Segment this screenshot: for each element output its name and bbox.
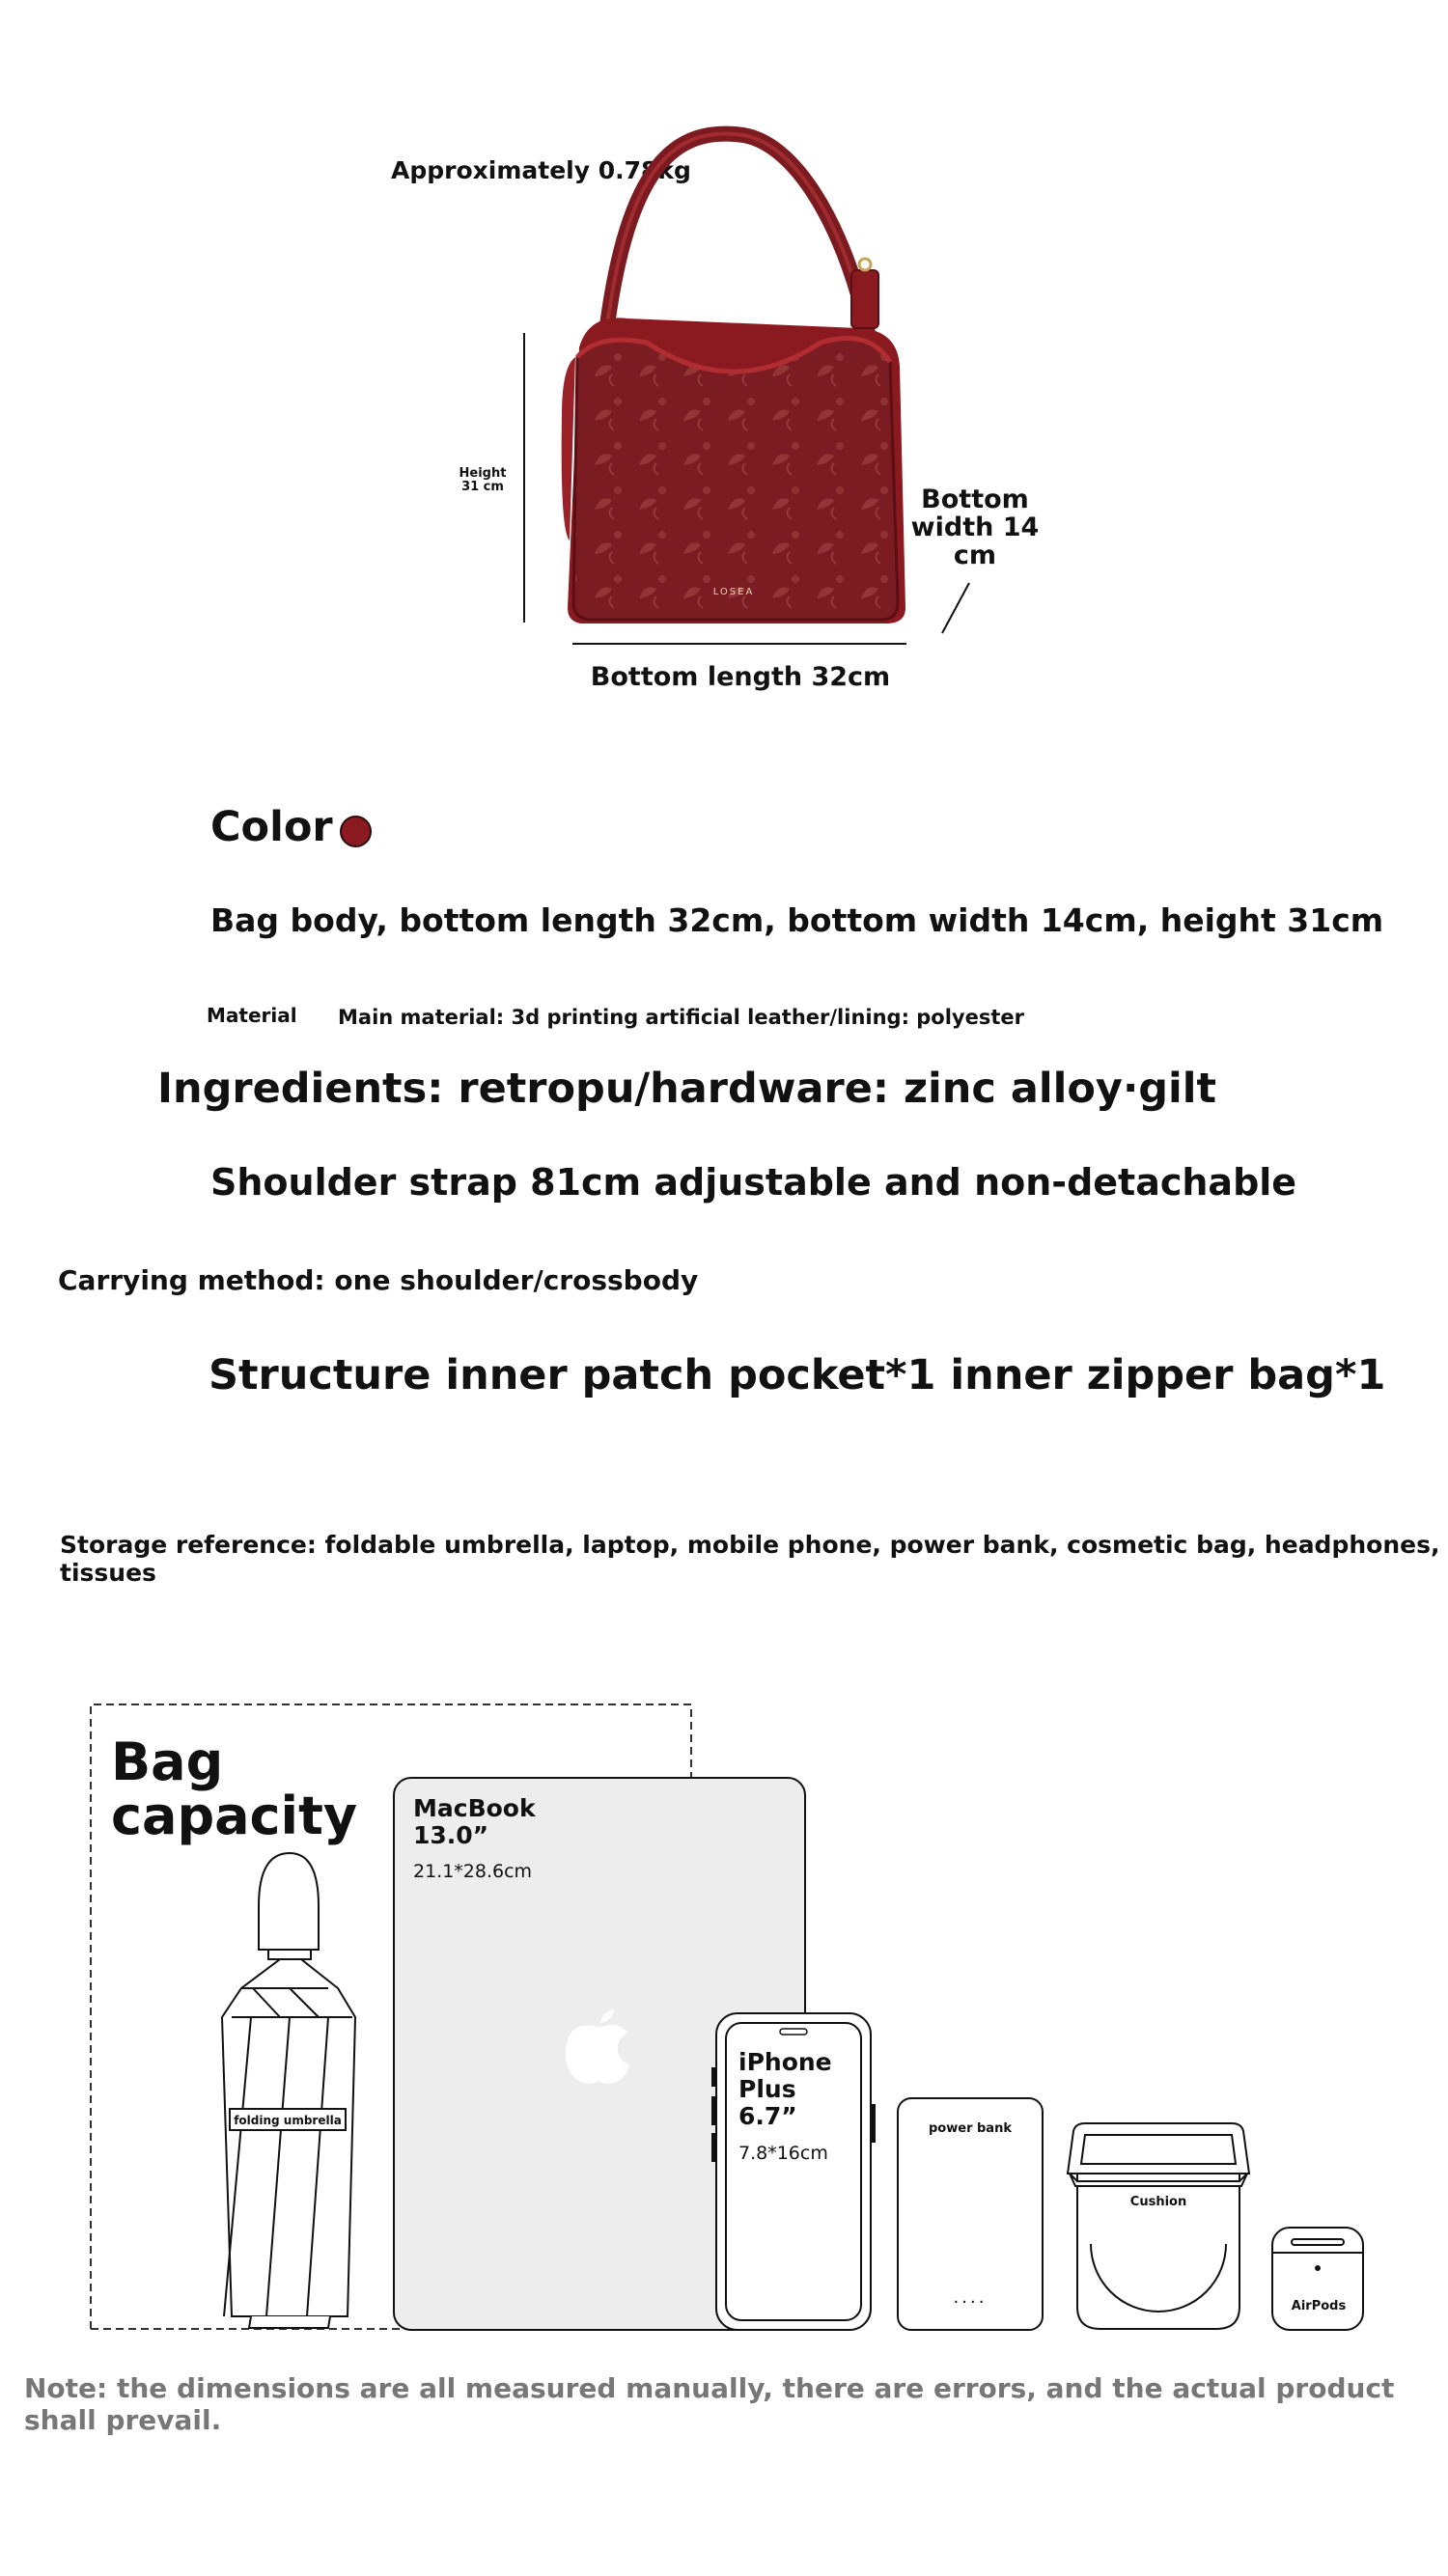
iphone-title-line1: iPhone	[738, 2048, 832, 2076]
ingredients-spec: Ingredients: retropu/hardware: zinc alloy·gilt	[157, 1065, 1217, 1113]
macbook-title-line2: 13.0”	[413, 1821, 489, 1849]
bag-body-spec: Bag body, bottom length 32cm, bottom width 14cm, height 31cm	[210, 901, 1384, 939]
power-bank-dots: ....	[953, 2287, 988, 2308]
height-label-line1: Height	[459, 466, 507, 481]
bottom-length-label: Bottom length 32cm	[590, 662, 891, 692]
structure-spec: Structure inner patch pocket*1 inner zipper bag*1	[209, 1351, 1386, 1399]
height-measure-line	[523, 333, 525, 623]
bottom-width-line1: Bottom	[921, 485, 1029, 514]
material-label: Material	[207, 1004, 297, 1027]
bottom-width-label	[907, 485, 1043, 569]
bottom-width-line2: width 14	[910, 512, 1040, 542]
macbook-title-line1: MacBook	[413, 1794, 536, 1822]
width-measure-line	[936, 579, 975, 637]
bag-capacity-line1: Bag	[111, 1731, 224, 1792]
iphone-dimensions: 7.8*16cm	[738, 2143, 828, 2164]
height-label	[454, 467, 512, 494]
carrying-method-spec: Carrying method: one shoulder/crossbody	[58, 1264, 699, 1296]
height-label-line2: 31 cm	[461, 480, 504, 494]
airpods-icon	[1272, 2228, 1363, 2330]
disclaimer-note: Note: the dimensions are all measured manually, there are errors, and the actual product shall prevail.	[24, 2372, 1395, 2436]
weight-text: Approximately 0.78kg	[391, 156, 691, 184]
storage-reference: Storage reference: foldable umbrella, laptop, mobile phone, power bank, cosmetic bag, headphones, tissues	[60, 1531, 1440, 1587]
length-measure-line	[572, 643, 906, 645]
material-value: Main material: 3d printing artificial leather/lining: polyester	[338, 1006, 1025, 1029]
color-swatch	[340, 816, 372, 847]
airpods-label: AirPods	[1291, 2299, 1347, 2313]
bag-capacity-title	[111, 1731, 358, 1846]
power-bank-label: power bank	[929, 2121, 1012, 2136]
umbrella-label: folding umbrella	[234, 2114, 342, 2127]
strap-spec: Shoulder strap 81cm adjustable and non-detachable	[210, 1161, 1297, 1204]
iphone-title-line2: Plus	[738, 2075, 796, 2103]
bag-logo: LOSEA	[712, 587, 755, 597]
cushion-icon	[1068, 2123, 1249, 2329]
bottom-width-line3: cm	[953, 540, 997, 570]
iphone-title-line3: 6.7”	[738, 2102, 797, 2130]
umbrella-icon	[222, 1853, 355, 2328]
handbag-image	[541, 125, 917, 627]
iphone-title	[738, 2049, 832, 2130]
macbook-title	[413, 1795, 536, 1849]
color-label: Color	[210, 803, 333, 851]
macbook-dimensions: 21.1*28.6cm	[413, 1861, 533, 1882]
cushion-label: Cushion	[1129, 2195, 1187, 2209]
bag-capacity-line2: capacity	[111, 1786, 358, 1846]
